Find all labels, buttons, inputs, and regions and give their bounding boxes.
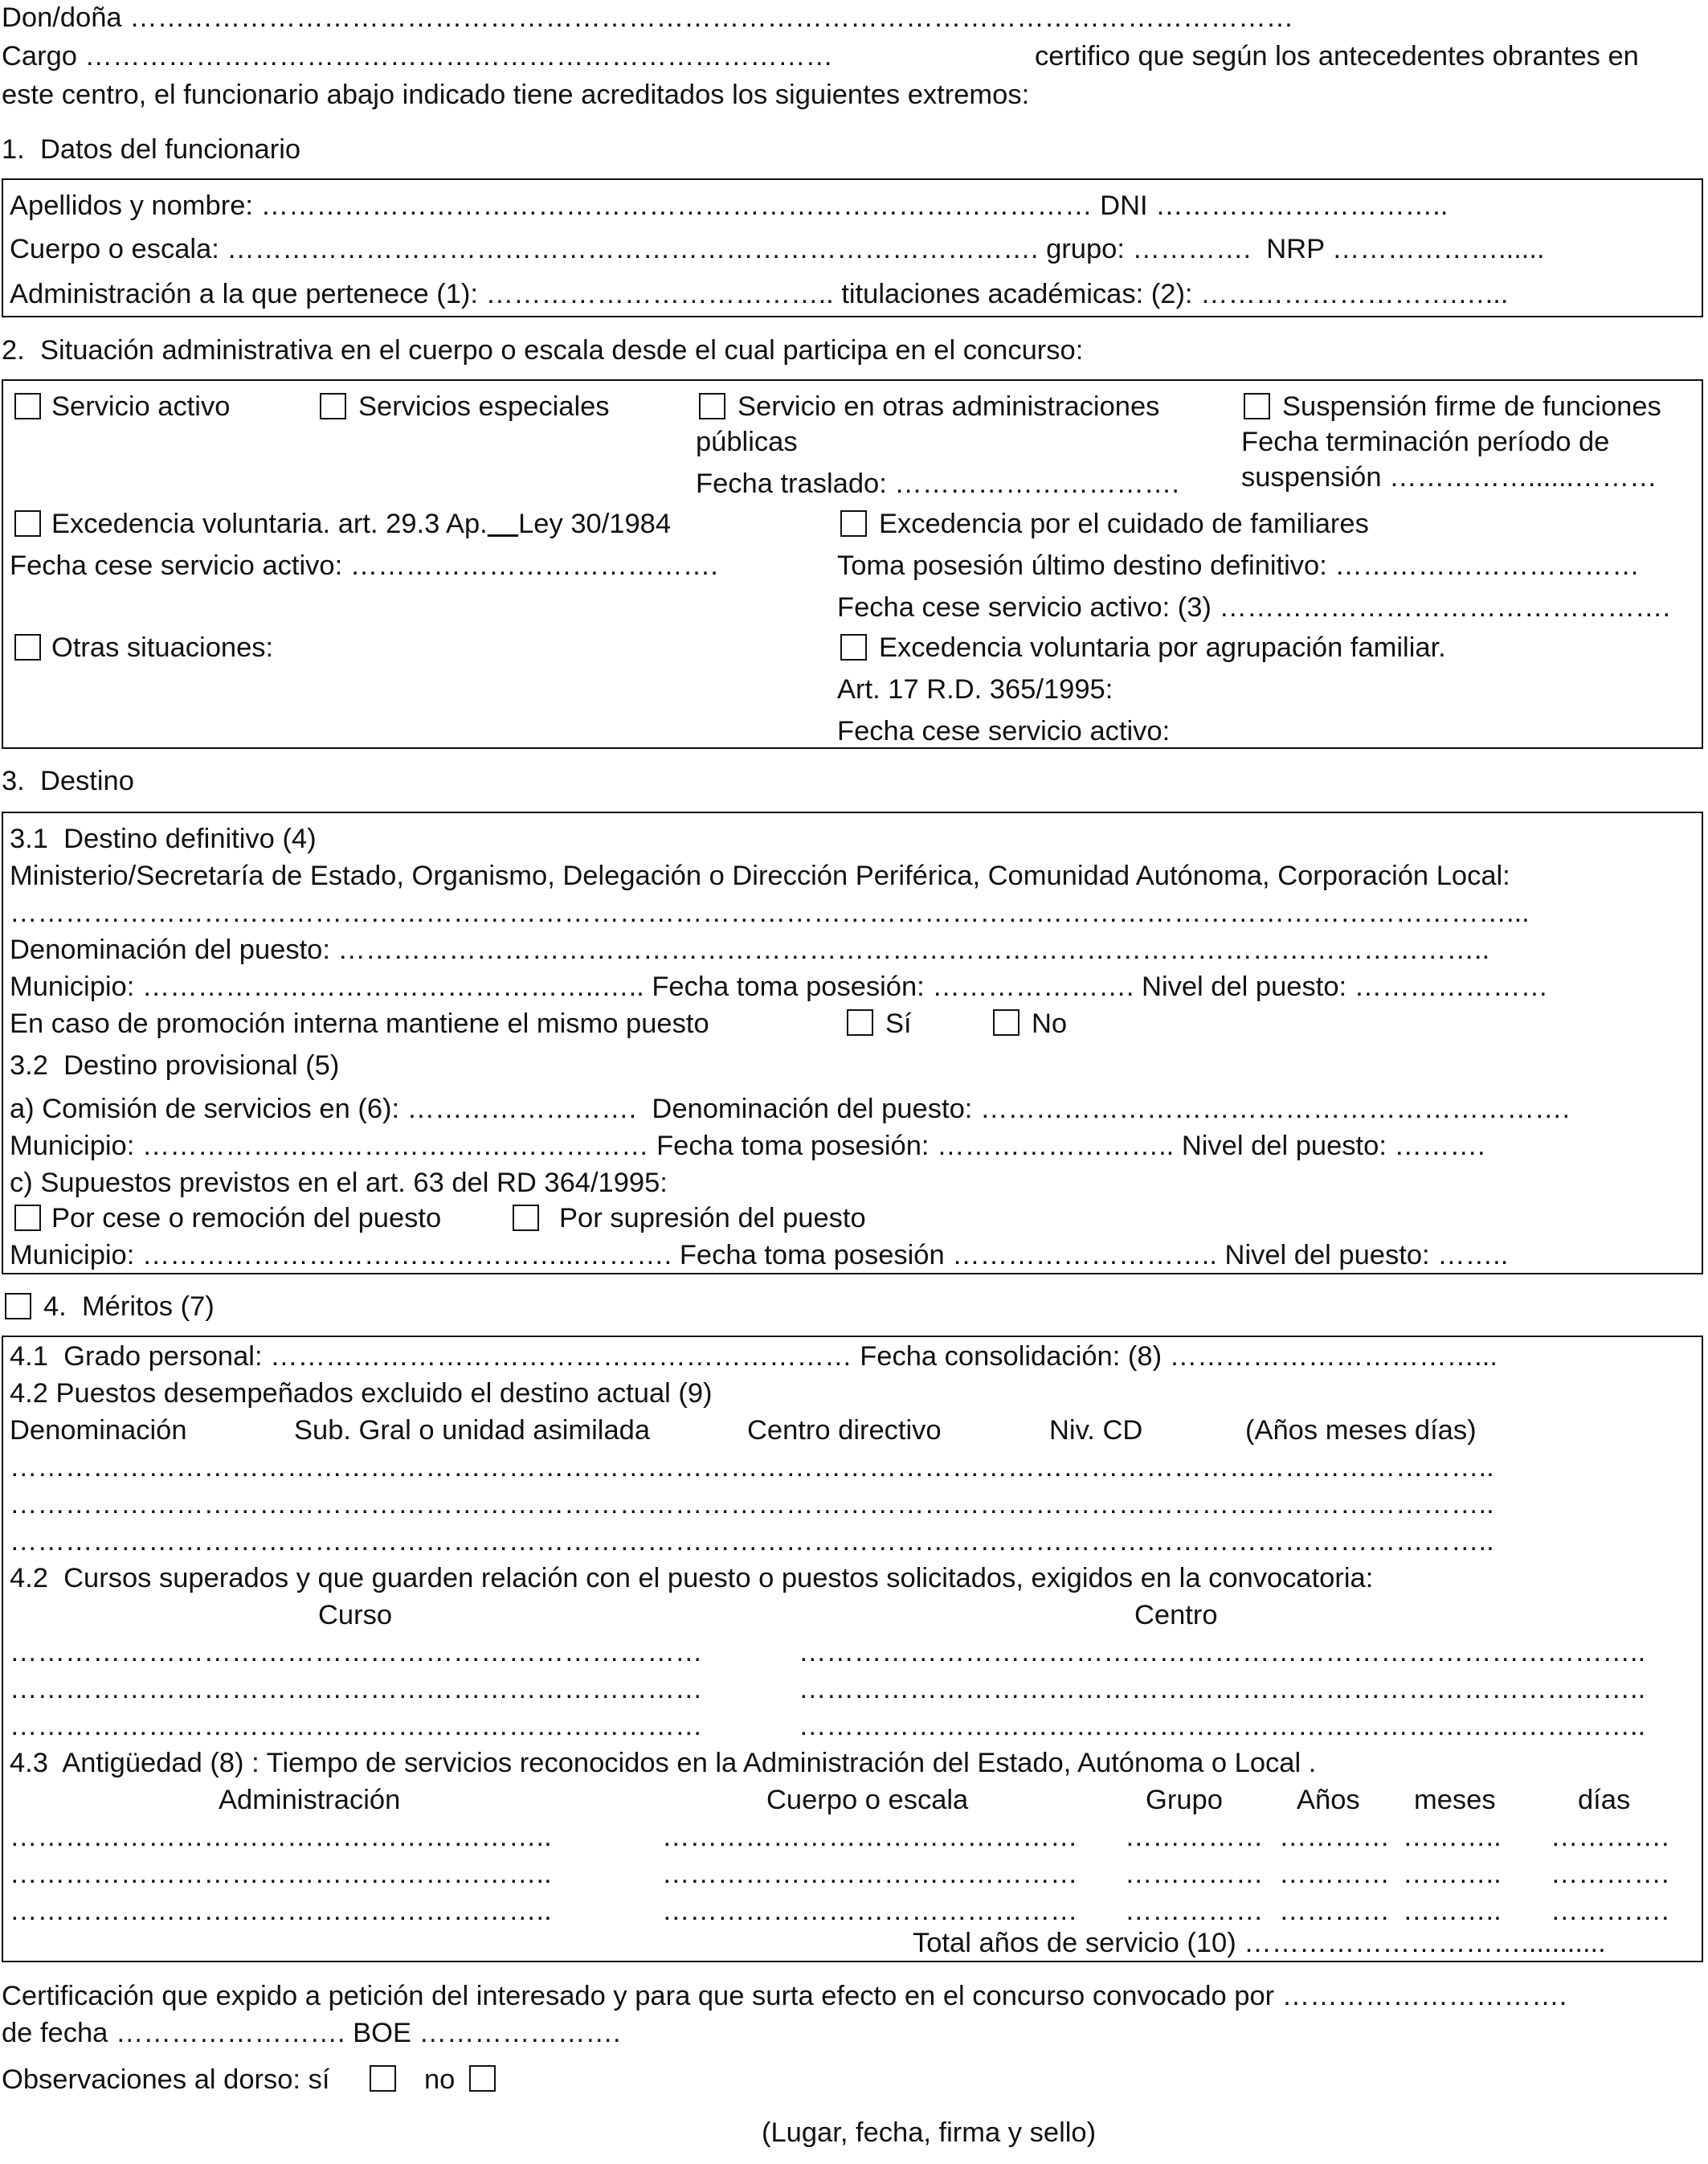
antig-dias-field[interactable]: ………….: [1551, 1859, 1669, 1889]
curso-field[interactable]: …………………………………………………………………: [10, 1674, 703, 1704]
fecha-traslado-field[interactable]: Fecha traslado: ………………………….: [696, 468, 1179, 499]
section-3-title: 3. Destino: [2, 766, 134, 796]
antig-grupo-field[interactable]: ……………: [1125, 1822, 1264, 1852]
art17-label: Art. 17 R.D. 365/1995:: [837, 674, 1113, 705]
antig-dias-field[interactable]: ………….: [1551, 1896, 1669, 1926]
antig-col-administracion: Administración: [219, 1785, 401, 1815]
col-centro-directivo: Centro directivo: [747, 1415, 942, 1446]
municipio-field-3[interactable]: Municipio: ………………………………………...………. Fecha toma posesión ……………………….. Nivel del puesto: ……..: [10, 1240, 1509, 1270]
excedencia-voluntaria-checkbox[interactable]: [14, 510, 41, 537]
antig-grupo-field[interactable]: ……………: [1125, 1859, 1264, 1889]
promocion-label: En caso de promoción interna mantiene el mismo puesto: [10, 1008, 709, 1039]
antig-cuerpo-field[interactable]: ………………………………………: [662, 1822, 1078, 1852]
apellidos-field[interactable]: Apellidos y nombre: ……………………………………………………………………………… DNI …………………………..: [10, 190, 1449, 221]
cursos-heading: 4.2 Cursos superados y que guarden relación con el puesto o puestos solicitados, exigidos en la convocatoria:: [10, 1563, 1374, 1593]
excedencia-cuidado-label: Excedencia por el cuidado de familiares: [879, 509, 1369, 539]
meritos-checkbox[interactable]: [5, 1293, 31, 1319]
observaciones-si-checkbox[interactable]: [370, 2065, 396, 2092]
excedencia-cuidado-checkbox[interactable]: [840, 510, 867, 537]
otras-administraciones-label-2: públicas: [696, 427, 798, 457]
servicios-especiales-checkbox[interactable]: [320, 393, 346, 419]
don-dona-line[interactable]: Don/doña ………………………………………………………………………………………………………………: [2, 2, 1294, 33]
ministerio-label: Ministerio/Secretaría de Estado, Organismo, Delegación o Dirección Periférica, Comunidad Autónoma, Corporación Local:: [10, 861, 1510, 891]
antig-administracion-field[interactable]: …………………………………………………..: [10, 1859, 552, 1889]
puestos-row[interactable]: ……………………………………………………………………………………………………………………………………………..: [10, 1452, 1494, 1483]
por-supresion-label: Por supresión del puesto: [559, 1203, 866, 1233]
curso-field[interactable]: …………………………………………………………………: [10, 1637, 703, 1667]
antig-cuerpo-field[interactable]: ………………………………………: [662, 1896, 1078, 1926]
antig-anos-field[interactable]: …………: [1279, 1896, 1390, 1926]
antig-anos-field[interactable]: …………: [1279, 1859, 1390, 1889]
otras-situaciones-checkbox[interactable]: [14, 634, 41, 661]
col-subgral: Sub. Gral o unidad asimilada: [294, 1415, 651, 1446]
cargo-continuation: certifico que según los antecedentes obrantes en: [1035, 41, 1639, 72]
suspension-checkbox[interactable]: [1244, 393, 1270, 419]
antiguedad-heading: 4.3 Antigüedad (8) : Tiempo de servicios reconocidos en la Administración del Estado, Autónoma o Local .: [10, 1748, 1317, 1778]
por-cese-label: Por cese o remoción del puesto: [51, 1203, 442, 1233]
firma-label: (Lugar, fecha, firma y sello): [762, 2117, 1097, 2148]
otras-administraciones-checkbox[interactable]: [699, 393, 725, 419]
antig-meses-field[interactable]: ………..: [1403, 1896, 1502, 1926]
observaciones-label: Observaciones al dorso: sí: [2, 2064, 330, 2095]
antig-grupo-field[interactable]: ……………: [1125, 1896, 1264, 1926]
section-4-title: 4. Méritos (7): [43, 1291, 215, 1322]
denominacion-field[interactable]: Denominación del puesto: ……………………………………………………………………………………………………………..: [10, 935, 1490, 965]
antig-cuerpo-field[interactable]: ………………………………………: [662, 1859, 1078, 1889]
antig-col-meses: meses: [1414, 1785, 1496, 1815]
observaciones-no-checkbox[interactable]: [469, 2065, 496, 2092]
suspension-label: Suspensión firme de funciones: [1282, 391, 1661, 422]
por-cese-checkbox[interactable]: [14, 1205, 41, 1231]
centro-field[interactable]: ………………………………………………………………………………..: [799, 1674, 1646, 1704]
por-supresion-checkbox[interactable]: [513, 1205, 539, 1231]
destino-provisional-heading: 3.2 Destino provisional (5): [10, 1050, 340, 1081]
ministerio-field[interactable]: ………………………………………………………………………………………………………………………………………………...: [10, 898, 1530, 928]
antig-col-grupo: Grupo: [1146, 1785, 1223, 1815]
apartado-blank[interactable]: [488, 509, 518, 539]
antig-anos-field[interactable]: …………: [1279, 1822, 1390, 1852]
servicios-especiales-label: Servicios especiales: [358, 391, 610, 422]
municipio-field-1[interactable]: Municipio: …………………………………………..….. Fecha toma posesión: …………………. Nivel del puesto: …………………: [10, 972, 1549, 1002]
servicio-activo-checkbox[interactable]: [14, 393, 41, 419]
promocion-si-checkbox[interactable]: [847, 1009, 873, 1036]
antig-col-cuerpo: Cuerpo o escala: [766, 1785, 969, 1815]
fecha-cese-field-4[interactable]: Fecha cese servicio activo:: [837, 716, 1171, 747]
curso-field[interactable]: …………………………………………………………………: [10, 1711, 703, 1741]
antig-dias-field[interactable]: ………….: [1551, 1822, 1669, 1852]
otras-situaciones-label: Otras situaciones:: [51, 632, 274, 663]
puestos-row[interactable]: ……………………………………………………………………………………………………………………………………………..: [10, 1526, 1494, 1557]
suspension-field[interactable]: suspensión ……………......………: [1241, 462, 1657, 493]
total-anos-field[interactable]: Total años de servicio (10) …………………………...........: [913, 1928, 1606, 1958]
municipio-field-2[interactable]: Municipio: ……………………………….……………… Fecha toma posesión: …………………….. Nivel del puesto: ……….: [10, 1131, 1485, 1161]
promocion-no-checkbox[interactable]: [993, 1009, 1019, 1036]
centro-field[interactable]: ………………………………………………………………………………..: [799, 1711, 1646, 1741]
administracion-field[interactable]: Administración a la que pertenece (1): ……………………………….. titulaciones académicas: (2): ……………………….…...: [10, 279, 1509, 309]
col-tiempo: (Años meses días): [1245, 1415, 1477, 1446]
section-1-title: 1. Datos del funcionario: [2, 134, 301, 165]
excedencia-agrupacion-checkbox[interactable]: [840, 634, 867, 661]
centro-field[interactable]: ………………………………………………………………………………..: [799, 1637, 1646, 1667]
comision-field[interactable]: a) Comisión de servicios en (6): ……………………. Denominación del puesto: ……………………………………………………….: [10, 1094, 1571, 1124]
cursos-col-centro: Centro: [1134, 1600, 1218, 1630]
col-denominacion: Denominación: [10, 1415, 187, 1446]
supuestos-label: c) Supuestos previstos en el art. 63 del RD 364/1995:: [10, 1168, 668, 1198]
cuerpo-field[interactable]: Cuerpo o escala: ……………………………………………………………………………. grupo: …………. NRP ………………......: [10, 234, 1545, 264]
toma-posesion-field[interactable]: Toma posesión último destino definitivo: ……………………………: [837, 550, 1640, 581]
puestos-heading: 4.2 Puestos desempeñados excluido el destino actual (9): [10, 1378, 713, 1409]
certificacion-line-1[interactable]: Certificación que expido a petición del interesado y para que surta efecto en el concurso convocado por ………………………….: [2, 1981, 1567, 2011]
promocion-no-label: No: [1032, 1008, 1068, 1039]
fecha-cese-field-1[interactable]: Fecha cese servicio activo: ………………………………….: [10, 550, 718, 581]
antig-col-dias: días: [1578, 1785, 1631, 1815]
grado-field[interactable]: 4.1 Grado personal: ……………………………………………………… Fecha consolidación: (8) ……………………………...: [10, 1341, 1498, 1372]
promocion-si-label: Sí: [885, 1008, 912, 1039]
cargo-line-2: este centro, el funcionario abajo indicado tiene acreditados los siguientes extremos:: [2, 80, 1030, 110]
servicio-activo-label: Servicio activo: [51, 391, 231, 422]
excedencia-voluntaria-label: Excedencia voluntaria. art. 29.3 Ap. Ley 30/1984: [51, 509, 672, 539]
antig-meses-field[interactable]: ………..: [1403, 1859, 1502, 1889]
antig-col-anos: Años: [1297, 1785, 1360, 1815]
puestos-row[interactable]: ……………………………………………………………………………………………………………………………………………..: [10, 1489, 1494, 1520]
otras-administraciones-label: Servicio en otras administraciones: [738, 391, 1160, 422]
certificacion-line-2[interactable]: de fecha ……………………. BOE ………………….: [2, 2018, 621, 2048]
antig-administracion-field[interactable]: …………………………………………………..: [10, 1822, 552, 1852]
cursos-col-curso: Curso: [318, 1600, 393, 1630]
antig-meses-field[interactable]: ………..: [1403, 1822, 1502, 1852]
section-2-title: 2. Situación administrativa en el cuerpo o escala desde el cual participa en el concurso:: [2, 335, 1084, 366]
col-nivel-cd: Niv. CD: [1049, 1415, 1143, 1446]
cargo-line[interactable]: Cargo ………………………………………………………………………: [2, 41, 834, 72]
observaciones-no-label: no: [424, 2064, 456, 2095]
destino-definitivo-heading: 3.1 Destino definitivo (4): [10, 824, 317, 854]
excedencia-agrupacion-label: Excedencia voluntaria por agrupación familiar.: [879, 632, 1446, 663]
fecha-cese-field-3[interactable]: Fecha cese servicio activo: (3) ………………………………………….: [837, 592, 1671, 623]
antig-administracion-field[interactable]: …………………………………………………..: [10, 1896, 552, 1926]
suspension-label-2: Fecha terminación período de: [1241, 427, 1610, 457]
